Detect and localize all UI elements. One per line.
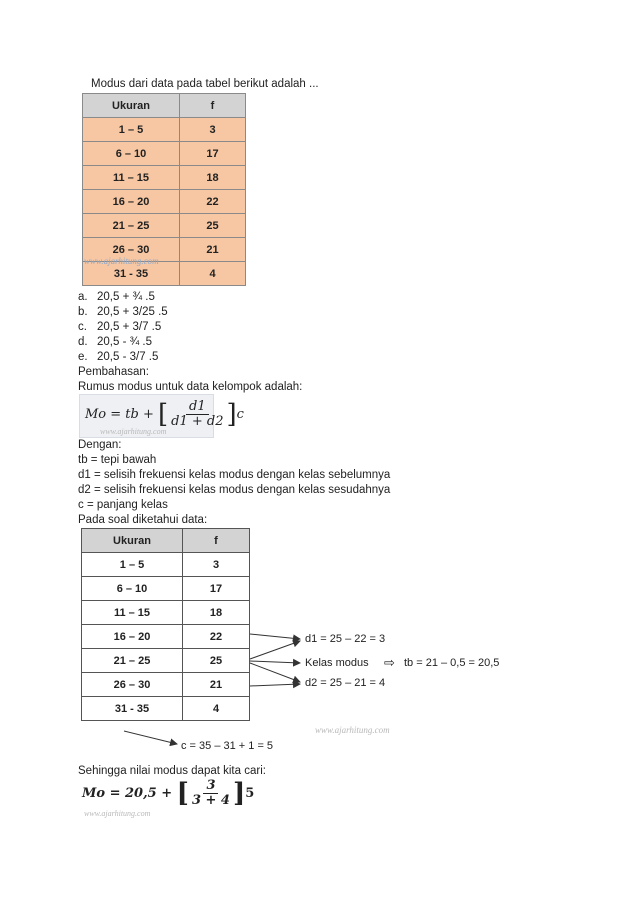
cell-f: 17 bbox=[180, 142, 246, 166]
header-ukuran: Ukuran bbox=[82, 529, 183, 553]
result-formula bbox=[80, 776, 255, 820]
watermark: www.ajarhitung.com bbox=[84, 256, 159, 266]
cell-f: 3 bbox=[183, 553, 250, 577]
def-c: c = panjang kelas bbox=[78, 499, 168, 511]
cell-f: 25 bbox=[183, 649, 250, 673]
cell-ukuran: 1 – 5 bbox=[83, 118, 180, 142]
cell-f: 17 bbox=[183, 577, 250, 601]
diketahui-label: Pada soal diketahui data: bbox=[78, 514, 208, 526]
arrow-d2-from-26-30 bbox=[250, 684, 300, 686]
dengan-label: Dengan: bbox=[78, 439, 122, 451]
header-f: f bbox=[180, 94, 246, 118]
cell-ukuran: 11 – 15 bbox=[83, 166, 180, 190]
option-letter: d. bbox=[78, 336, 88, 348]
cell-f: 22 bbox=[183, 625, 250, 649]
cell-f: 25 bbox=[180, 214, 246, 238]
watermark: www.ajarhitung.com bbox=[84, 809, 151, 818]
option-letter: a. bbox=[78, 291, 88, 303]
arrow-kelas-modus bbox=[250, 661, 300, 663]
watermark: www.ajarhitung.com bbox=[315, 725, 390, 735]
cell-ukuran: 16 – 20 bbox=[82, 625, 183, 649]
watermark: www.ajarhitung.com bbox=[100, 427, 167, 436]
arrow-d1-from-21-25 bbox=[250, 641, 300, 659]
cell-f: 4 bbox=[180, 262, 246, 286]
annotation-c: c = 35 – 31 + 1 = 5 bbox=[181, 740, 274, 752]
cell-ukuran: 6 – 10 bbox=[82, 577, 183, 601]
header-f: f bbox=[183, 529, 250, 553]
cell-ukuran: 26 – 30 bbox=[83, 238, 180, 262]
cell-ukuran: 31 - 35 bbox=[82, 697, 183, 721]
cell-f: 21 bbox=[183, 673, 250, 697]
arrow-d1-from-16-20 bbox=[250, 634, 300, 639]
bracket-open: [ bbox=[158, 399, 169, 430]
def-tb: tb = tepi bawah bbox=[78, 454, 157, 466]
fraction-denominator: 3 + 4 bbox=[191, 793, 230, 808]
bracket-close: ] bbox=[226, 399, 237, 430]
cell-f: 18 bbox=[183, 601, 250, 625]
bracket-open: [ bbox=[176, 778, 189, 809]
option-letter: e. bbox=[78, 351, 88, 363]
option-text: 20,5 + 3/7 .5 bbox=[97, 321, 162, 333]
pembahasan-label: Pembahasan: bbox=[78, 366, 149, 378]
rumus-intro: Rumus modus untuk data kelompok adalah: bbox=[78, 381, 303, 393]
arrow-c bbox=[124, 731, 177, 744]
cell-f: 3 bbox=[180, 118, 246, 142]
double-arrow-icon: ⇨ bbox=[384, 655, 395, 670]
option-text: 20,5 - ¾ .5 bbox=[97, 336, 152, 348]
cell-ukuran: 31 - 35 bbox=[83, 262, 180, 286]
cell-ukuran: 21 – 25 bbox=[82, 649, 183, 673]
annotation-kelas-modus: Kelas modus bbox=[305, 657, 369, 669]
fraction-numerator: d1 bbox=[186, 400, 209, 415]
option-letter: b. bbox=[78, 306, 88, 318]
annotation-d1: d1 = 25 – 22 = 3 bbox=[305, 633, 386, 645]
cell-ukuran: 26 – 30 bbox=[82, 673, 183, 697]
cell-ukuran: 21 – 25 bbox=[83, 214, 180, 238]
cell-f: 18 bbox=[180, 166, 246, 190]
formula-lhs: Mo = 20,5 + bbox=[82, 786, 177, 801]
cell-ukuran: 1 – 5 bbox=[82, 553, 183, 577]
arrow-d2-from-21-25 bbox=[250, 663, 300, 682]
option-text: 20,5 + ¾ .5 bbox=[97, 291, 155, 303]
formula-tail: 5 bbox=[245, 786, 255, 801]
bracket-close: ] bbox=[232, 778, 246, 809]
def-d2: d2 = selisih frekuensi kelas modus dengan kelas sesudahnya bbox=[78, 484, 391, 496]
option-text: 20,5 - 3/7 .5 bbox=[97, 351, 159, 363]
formula-lhs: Mo = tb + bbox=[85, 407, 158, 422]
cell-f: 4 bbox=[183, 697, 250, 721]
fraction-numerator: 3 bbox=[203, 779, 218, 794]
closing-text: Sehingga nilai modus dapat kita cari: bbox=[78, 765, 266, 777]
fraction-denominator: d1 + d2 bbox=[171, 414, 224, 429]
cell-f: 22 bbox=[180, 190, 246, 214]
cell-ukuran: 6 – 10 bbox=[83, 142, 180, 166]
annotation-d2: d2 = 25 – 21 = 4 bbox=[305, 677, 386, 689]
cell-f: 21 bbox=[180, 238, 246, 262]
formula-tail: c bbox=[236, 407, 244, 422]
option-letter: c. bbox=[78, 321, 87, 333]
def-d1: d1 = selisih frekuensi kelas modus dengan kelas sebelumnya bbox=[78, 469, 391, 481]
cell-ukuran: 11 – 15 bbox=[82, 601, 183, 625]
option-text: 20,5 + 3/25 .5 bbox=[97, 306, 168, 318]
cell-ukuran: 16 – 20 bbox=[83, 190, 180, 214]
annotation-tb: tb = 21 – 0,5 = 20,5 bbox=[404, 657, 500, 669]
header-ukuran: Ukuran bbox=[83, 94, 180, 118]
formula-fraction bbox=[189, 779, 233, 808]
question-text: Modus dari data pada tabel berikut adalah ... bbox=[91, 78, 319, 90]
